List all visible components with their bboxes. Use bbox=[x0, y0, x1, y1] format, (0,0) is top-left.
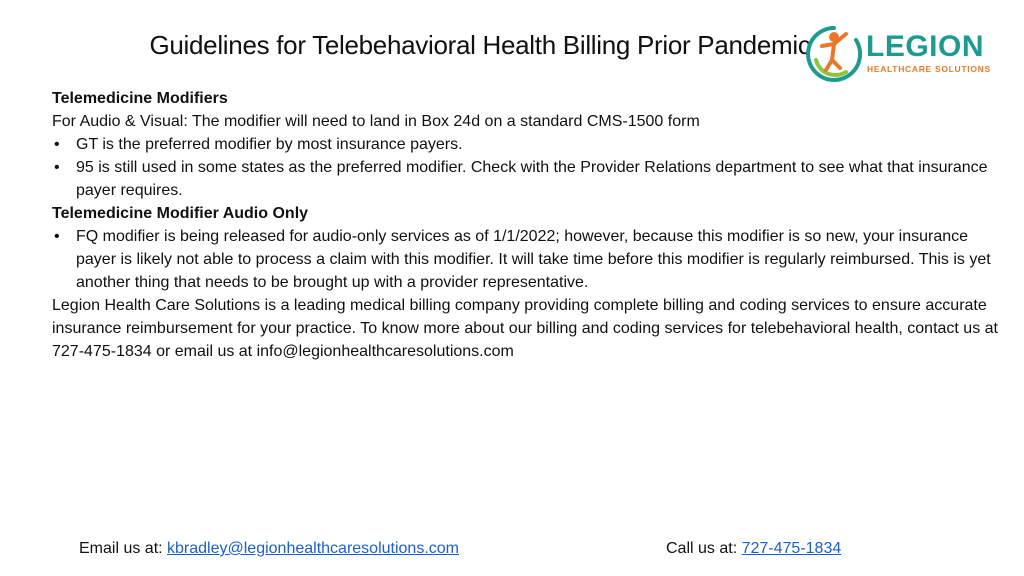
legion-logo-mark-icon bbox=[806, 20, 862, 82]
email-label: Email us at: bbox=[79, 540, 168, 557]
logo-tagline: HEALTHCARE SOLUTIONS bbox=[867, 64, 991, 74]
bullet-icon: • bbox=[54, 136, 60, 153]
email-link[interactable]: kbradley@legionhealthcaresolutions.com bbox=[167, 540, 459, 557]
list-item bbox=[52, 225, 1002, 294]
footer-phone bbox=[666, 540, 841, 558]
list-item-text: GT is the preferred modifier by most insurance payers. bbox=[76, 136, 463, 153]
bullet-icon: • bbox=[54, 159, 60, 176]
phone-link[interactable]: 727-475-1834 bbox=[741, 540, 842, 557]
list-item bbox=[52, 156, 1002, 202]
legion-logo bbox=[806, 20, 1006, 82]
closing-paragraph: Legion Health Care Solutions is a leading medical billing company providing complete billing and coding services to ensure accurate insurance reimbursement for your practice. To know more about our billing and coding services for telebehavioral health, contact us at 727-475-1834 or email us at info@legionhealthcaresolutions.com bbox=[52, 297, 998, 360]
list-item-text: 95 is still used in some states as the preferred modifier. Check with the Provider Relations department to see what that insurance payer requires. bbox=[76, 159, 988, 199]
bullet-icon: • bbox=[54, 228, 60, 245]
list-item-text: FQ modifier is being released for audio-only services as of 1/1/2022; however, because this modifier is so new, your insurance payer is likely not able to process a claim with this modifier. It will take time before this modifier is regularly reimbursed. This is yet another thing that needs to be brought up with a provider representative. bbox=[76, 228, 991, 291]
phone-label: Call us at: bbox=[666, 540, 742, 557]
footer-email bbox=[79, 540, 459, 558]
list-item bbox=[52, 133, 1002, 156]
section-heading-audio-only: Telemedicine Modifier Audio Only bbox=[52, 205, 309, 222]
logo-wordmark: LEGION bbox=[866, 30, 985, 63]
section-heading-modifiers: Telemedicine Modifiers bbox=[52, 90, 228, 107]
section-intro: For Audio & Visual: The modifier will need to land in Box 24d on a standard CMS-1500 form bbox=[52, 113, 700, 130]
slide-body bbox=[52, 87, 1002, 363]
slide-title: Guidelines for Telebehavioral Health Billing Prior Pandemic bbox=[149, 30, 811, 60]
